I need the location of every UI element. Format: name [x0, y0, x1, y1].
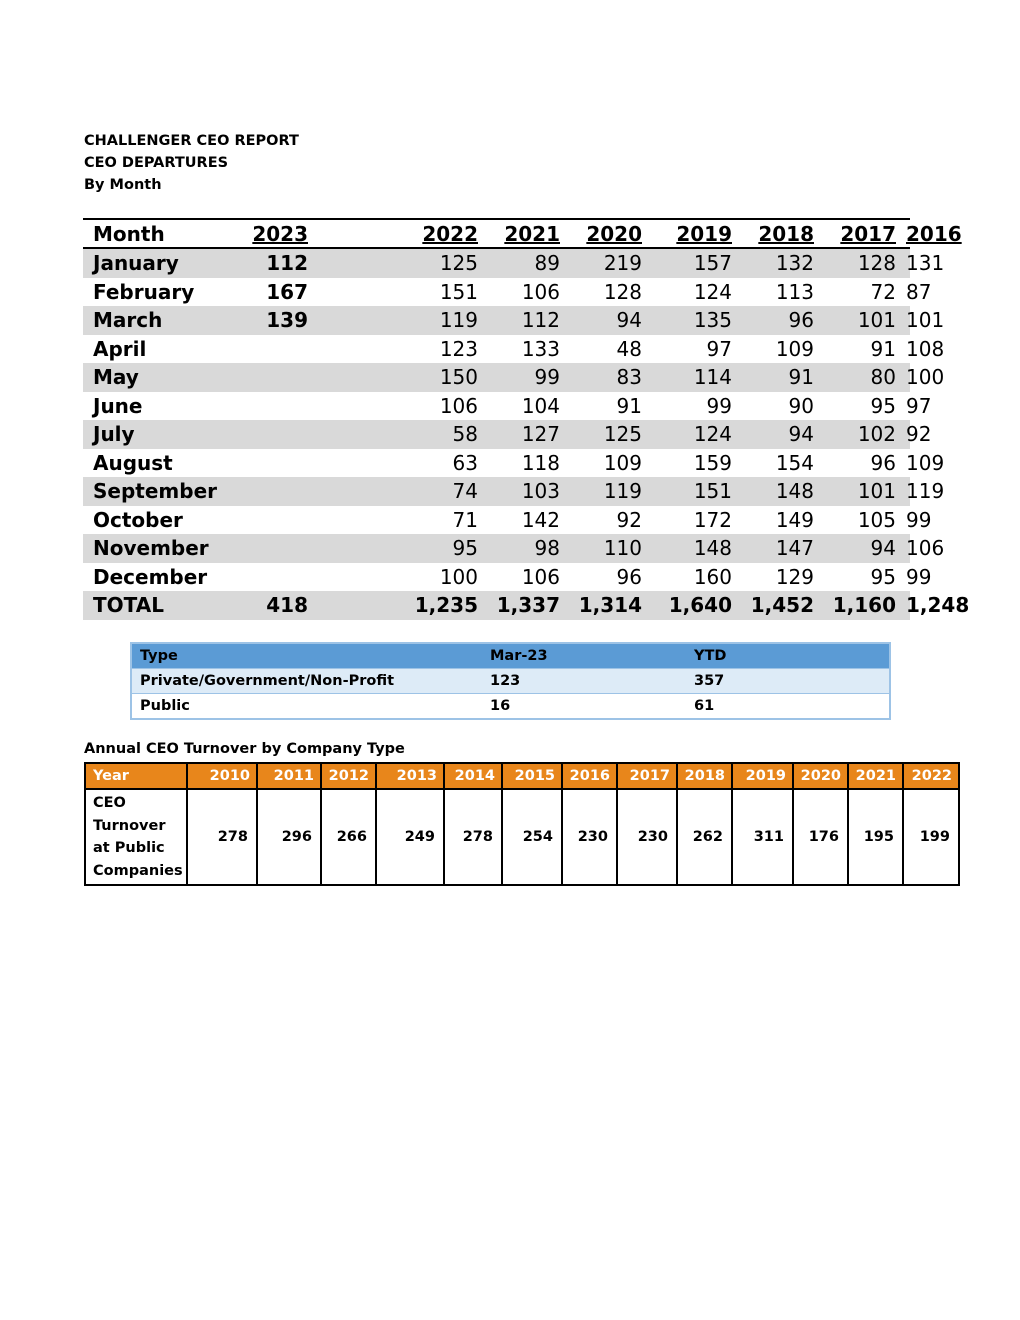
- column-header-year-2021: 2021: [848, 763, 903, 789]
- type-cell: Private/Government/Non-Profit: [131, 669, 482, 694]
- spacer-cell: [318, 278, 408, 307]
- value-cell-2016: 106: [906, 534, 910, 563]
- column-header-year-2018: 2018: [677, 763, 732, 789]
- value-cell-2017: 102: [824, 420, 906, 449]
- table-row: [83, 563, 910, 592]
- value-cell-2021: 106: [521, 564, 560, 589]
- value-cell-2019: 114: [652, 363, 742, 392]
- month-cell: March: [83, 306, 228, 335]
- column-header-year-2014: 2014: [444, 763, 502, 789]
- value-cell-2021: 112: [488, 306, 570, 335]
- total-row: [83, 591, 910, 620]
- value-cell-2023: [228, 477, 318, 506]
- spacer-cell: [318, 534, 408, 563]
- column-header-year: [824, 219, 906, 248]
- value-cell-2016: 119: [906, 477, 910, 506]
- value-cell-2023: 167: [266, 279, 308, 304]
- value-cell-2023: [228, 534, 318, 563]
- value-cell-2022: 95: [408, 534, 488, 563]
- value-cell-2017: 96: [870, 450, 896, 475]
- value-cell-2020: 94: [570, 306, 652, 335]
- value-cell-2016: 109: [906, 450, 945, 475]
- value-cell-2022: 58: [408, 420, 488, 449]
- month-cell: August: [93, 450, 173, 475]
- month-cell: June: [93, 393, 143, 418]
- value-cell-2018: 109: [775, 336, 814, 361]
- value-cell-2019: 157: [652, 248, 742, 278]
- value-cell-2019: 151: [652, 477, 742, 506]
- column-header-year-2016: 2016: [562, 763, 617, 789]
- row-label-line: Turnover: [93, 817, 166, 834]
- value-cell-2023: [228, 392, 318, 421]
- value-cell-2022: 1,235: [408, 591, 488, 620]
- column-header-mar23: Mar-23: [482, 643, 686, 669]
- value-cell-2017: 128: [824, 248, 906, 278]
- value-cell-2016: 101: [906, 306, 910, 335]
- spacer-cell: [318, 477, 408, 506]
- spacer-cell: [318, 449, 408, 478]
- value-cell-2022: 125: [408, 248, 488, 278]
- value-cell-2020: 109: [603, 450, 642, 475]
- mar23-cell: 16: [482, 694, 686, 720]
- value-cell-2018: 96: [742, 306, 824, 335]
- column-header-year-2010: 2010: [187, 763, 257, 789]
- month-cell: December: [93, 564, 208, 589]
- value-cell-2020: 128: [603, 279, 642, 304]
- value-cell-2023: [228, 506, 318, 535]
- value-cell-2022: 119: [408, 306, 488, 335]
- annual-header-row: [85, 763, 959, 789]
- table-row: [83, 335, 910, 364]
- value-cell-2020: 1,314: [570, 591, 652, 620]
- value-cell-2018: 132: [742, 248, 824, 278]
- value-cell-2017: 101: [824, 477, 906, 506]
- value-cell-2022: 106: [439, 393, 478, 418]
- value-cell-2021: 133: [521, 336, 560, 361]
- annual-turnover-table: [84, 762, 960, 886]
- column-header-year-2022: 2022: [903, 763, 959, 789]
- value-cell-2020: 92: [616, 507, 642, 532]
- value-cell-2023: [228, 563, 318, 592]
- spacer-cell: [318, 563, 408, 592]
- value-cell-2017: 80: [824, 363, 906, 392]
- month-cell: January: [83, 248, 228, 278]
- year-label: 2016: [906, 221, 962, 246]
- table-row: [131, 694, 890, 720]
- year-label: 2020: [586, 221, 642, 246]
- year-label: 2022: [422, 221, 478, 246]
- turnover-value-2012: 266: [321, 789, 376, 885]
- value-cell-2017: 72: [870, 279, 896, 304]
- month-cell: July: [83, 420, 228, 449]
- column-header-type: Type: [131, 643, 482, 669]
- value-cell-2020: 110: [570, 534, 652, 563]
- row-label-ceo-turnover: [85, 789, 187, 885]
- monthly-header-row: [83, 219, 910, 248]
- annual-values-row: [85, 789, 959, 885]
- turnover-value-2016: 230: [562, 789, 617, 885]
- value-cell-2016: 108: [906, 336, 945, 361]
- value-cell-2021: 104: [521, 393, 560, 418]
- report-period: By Month: [84, 177, 162, 193]
- value-cell-2017: 91: [870, 336, 896, 361]
- turnover-value-2013: 249: [376, 789, 444, 885]
- value-cell-2018: 1,452: [742, 591, 824, 620]
- turnover-value-2022: 199: [903, 789, 959, 885]
- value-cell-2019: 160: [693, 564, 732, 589]
- column-header-year: [742, 219, 824, 248]
- spacer-cell: [318, 335, 408, 364]
- table-row: [83, 506, 910, 535]
- value-cell-2021: 103: [488, 477, 570, 506]
- value-cell-2019: 99: [706, 393, 732, 418]
- value-cell-2017: 95: [870, 393, 896, 418]
- value-cell-2022: 63: [452, 450, 478, 475]
- value-cell-2022: 74: [408, 477, 488, 506]
- value-cell-2018: 113: [775, 279, 814, 304]
- table-row: [83, 363, 910, 392]
- value-cell-2018: 129: [775, 564, 814, 589]
- value-cell-2023: 112: [228, 248, 318, 278]
- header-spacer: [318, 219, 408, 248]
- column-header-ytd: YTD: [686, 643, 890, 669]
- value-cell-2019: 97: [706, 336, 732, 361]
- value-cell-2019: 135: [652, 306, 742, 335]
- table-row: [83, 534, 910, 563]
- value-cell-2016: 87: [906, 279, 932, 304]
- table-row: [83, 248, 910, 278]
- turnover-value-2021: 195: [848, 789, 903, 885]
- value-cell-2016: 99: [906, 564, 932, 589]
- value-cell-2019: 1,640: [652, 591, 742, 620]
- spacer-cell: [318, 363, 408, 392]
- column-header-year-2019: 2019: [732, 763, 793, 789]
- table-row: [83, 306, 910, 335]
- value-cell-2023: [228, 420, 318, 449]
- spacer-cell: [318, 591, 408, 620]
- value-cell-2023: [228, 363, 318, 392]
- value-cell-2020: 83: [570, 363, 652, 392]
- mar23-cell: 123: [482, 669, 686, 694]
- value-cell-2020: 91: [616, 393, 642, 418]
- month-cell: November: [83, 534, 228, 563]
- value-cell-2022: 151: [439, 279, 478, 304]
- value-cell-2023: 418: [228, 591, 318, 620]
- turnover-value-2014: 278: [444, 789, 502, 885]
- spacer-cell: [318, 420, 408, 449]
- column-header-year-2013: 2013: [376, 763, 444, 789]
- turnover-value-2020: 176: [793, 789, 848, 885]
- table-row: [83, 477, 910, 506]
- value-cell-2019: 172: [693, 507, 732, 532]
- column-header-year: [228, 219, 318, 248]
- ytd-cell: 357: [686, 669, 890, 694]
- value-cell-2021: 1,337: [488, 591, 570, 620]
- value-cell-2022: 100: [439, 564, 478, 589]
- month-cell: May: [83, 363, 228, 392]
- value-cell-2017: 1,160: [824, 591, 906, 620]
- value-cell-2018: 147: [742, 534, 824, 563]
- value-cell-2019: 159: [693, 450, 732, 475]
- year-label: 2017: [840, 221, 896, 246]
- type-cell: Public: [131, 694, 482, 720]
- report-header: [84, 130, 299, 196]
- spacer-cell: [318, 306, 408, 335]
- value-cell-2020: 125: [570, 420, 652, 449]
- month-cell: April: [93, 336, 147, 361]
- value-cell-2016: 99: [906, 507, 932, 532]
- turnover-value-2011: 296: [257, 789, 321, 885]
- value-cell-2017: 101: [824, 306, 906, 335]
- value-cell-2017: 95: [870, 564, 896, 589]
- year-label: 2021: [504, 221, 560, 246]
- annual-table-caption: Annual CEO Turnover by Company Type: [84, 741, 405, 757]
- value-cell-2017: 94: [824, 534, 906, 563]
- turnover-value-2018: 262: [677, 789, 732, 885]
- column-header-year-2011: 2011: [257, 763, 321, 789]
- column-header-year-2020: 2020: [793, 763, 848, 789]
- month-cell: February: [93, 279, 195, 304]
- value-cell-2016: 97: [906, 393, 932, 418]
- table-row: [83, 278, 910, 307]
- value-cell-2017: 105: [857, 507, 896, 532]
- value-cell-2020: 96: [616, 564, 642, 589]
- value-cell-2019: 124: [693, 279, 732, 304]
- value-cell-2018: 91: [742, 363, 824, 392]
- value-cell-2021: 106: [521, 279, 560, 304]
- year-label: 2019: [676, 221, 732, 246]
- table-row: [83, 392, 910, 421]
- value-cell-2023: [228, 335, 318, 364]
- row-label-line: at Public: [93, 840, 165, 856]
- turnover-value-2010: 278: [187, 789, 257, 885]
- value-cell-2016: 131: [906, 248, 910, 278]
- value-cell-2021: 142: [521, 507, 560, 532]
- column-header-year-2017: 2017: [617, 763, 677, 789]
- spacer-cell: [318, 506, 408, 535]
- turnover-value-2017: 230: [617, 789, 677, 885]
- value-cell-2023: [228, 449, 318, 478]
- company-type-table: [130, 642, 891, 720]
- column-header-month: Month: [83, 219, 228, 248]
- column-header-year: [906, 219, 962, 248]
- value-cell-2021: 98: [488, 534, 570, 563]
- value-cell-2022: 150: [408, 363, 488, 392]
- value-cell-2021: 89: [488, 248, 570, 278]
- spacer-cell: [318, 248, 408, 278]
- table-row: [131, 669, 890, 694]
- value-cell-2021: 99: [488, 363, 570, 392]
- value-cell-2018: 94: [742, 420, 824, 449]
- column-header-year: [652, 219, 742, 248]
- column-header-year: [408, 219, 488, 248]
- value-cell-2018: 148: [742, 477, 824, 506]
- value-cell-2020: 119: [570, 477, 652, 506]
- spacer-cell: [318, 392, 408, 421]
- value-cell-2016: 92: [906, 420, 910, 449]
- column-header-year: Year: [85, 763, 187, 789]
- value-cell-2018: 90: [788, 393, 814, 418]
- turnover-value-2015: 254: [502, 789, 562, 885]
- column-header-year: [488, 219, 570, 248]
- total-label: TOTAL: [83, 591, 228, 620]
- value-cell-2020: 48: [616, 336, 642, 361]
- month-cell: October: [93, 507, 183, 532]
- ytd-cell: 61: [686, 694, 890, 720]
- type-header-row: [131, 643, 890, 669]
- value-cell-2019: 148: [652, 534, 742, 563]
- report-title: CHALLENGER CEO REPORT: [84, 133, 299, 149]
- value-cell-2022: 71: [452, 507, 478, 532]
- value-cell-2021: 118: [521, 450, 560, 475]
- turnover-value-2019: 311: [732, 789, 793, 885]
- row-label-line: CEO: [93, 795, 126, 811]
- month-cell: September: [83, 477, 228, 506]
- column-header-year: [570, 219, 652, 248]
- value-cell-2022: 123: [439, 336, 478, 361]
- table-row: [83, 420, 910, 449]
- column-header-year-2012: 2012: [321, 763, 376, 789]
- value-cell-2021: 127: [488, 420, 570, 449]
- value-cell-2020: 219: [570, 248, 652, 278]
- value-cell-2016: 100: [906, 363, 910, 392]
- column-header-year-2015: 2015: [502, 763, 562, 789]
- value-cell-2016: 1,248: [906, 591, 910, 620]
- report-subtitle: CEO DEPARTURES: [84, 155, 229, 171]
- monthly-departures-table: [83, 218, 970, 620]
- year-label: 2023: [252, 221, 308, 246]
- year-label: 2018: [758, 221, 814, 246]
- table-row: [83, 449, 910, 478]
- value-cell-2023: 139: [228, 306, 318, 335]
- value-cell-2018: 149: [775, 507, 814, 532]
- value-cell-2018: 154: [775, 450, 814, 475]
- value-cell-2019: 124: [652, 420, 742, 449]
- row-label-line: Companies: [93, 862, 183, 879]
